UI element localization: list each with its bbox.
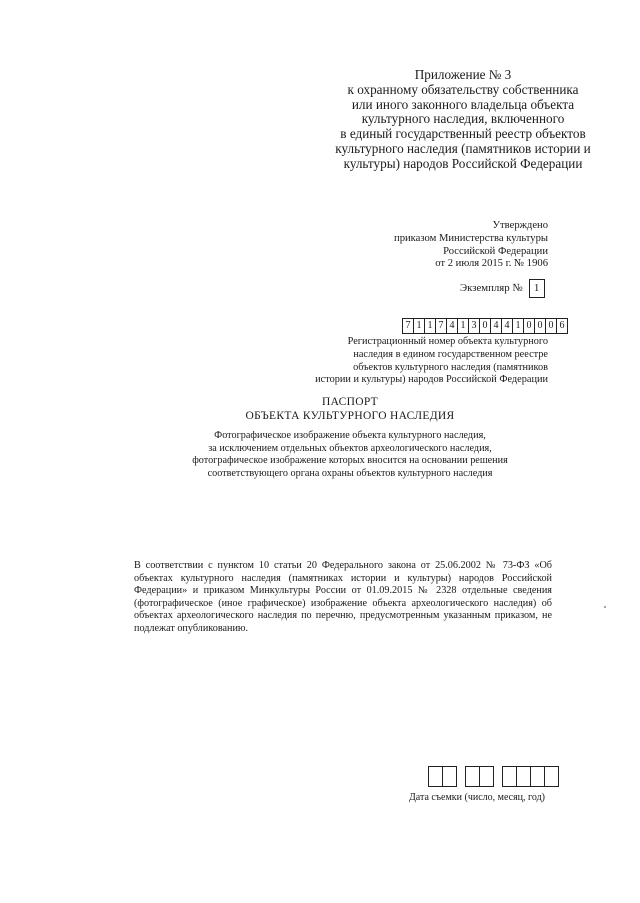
approval-line: приказом Министерства культуры bbox=[394, 232, 548, 244]
photo-caption-line: за исключением отдельных объектов археологического наследия, bbox=[208, 442, 492, 454]
registration-digit-cell: 3 bbox=[468, 318, 480, 334]
date-cell bbox=[530, 766, 545, 787]
date-cell bbox=[479, 766, 494, 787]
registration-digit-cell: 7 bbox=[435, 318, 447, 334]
appendix-header bbox=[318, 68, 608, 172]
registration-digit-cell: 0 bbox=[479, 318, 491, 334]
shoot-date-boxes bbox=[428, 766, 558, 787]
photo-caption bbox=[160, 430, 540, 480]
registration-digit-cell: 6 bbox=[556, 318, 568, 334]
registration-number-boxes bbox=[402, 318, 567, 333]
title-line-1: ПАСПОРТ bbox=[322, 396, 378, 408]
registration-digit-cell: 1 bbox=[413, 318, 425, 334]
appendix-line: Приложение № 3 bbox=[414, 67, 512, 82]
date-year-group bbox=[502, 766, 558, 787]
registration-caption bbox=[315, 336, 548, 387]
registration-digit-cell: 0 bbox=[534, 318, 546, 334]
approval-line: Российской Федерации bbox=[443, 245, 548, 257]
photo-caption-line: Фотографическое изображение объекта культурного наследия, bbox=[214, 430, 486, 441]
registration-digit-cell: 1 bbox=[457, 318, 469, 334]
date-cell bbox=[502, 766, 517, 787]
registration-caption-line: истории и культуры) народов Российской Федерации bbox=[315, 374, 548, 386]
approval-block bbox=[394, 220, 548, 271]
registration-digit-cell: 4 bbox=[501, 318, 513, 334]
approval-line: Утверждено bbox=[492, 220, 548, 231]
date-cell bbox=[465, 766, 480, 787]
publication-notice: В соответствии с пунктом 10 статьи 20 Федерального закона от 25.06.2002 № 73-ФЗ «Об объектах культурного наследия (памятниках истории и культуры) народов Российской Федерации» и приказом Минкультуры России от 01.09.2015 № 2328 отдельные сведения (фотографическое (иное графическое) изображение объекта археологического наследия) об объектах археологического наследия по перечню, предусмотренным указанным приказом, не подлежат опубликованию. bbox=[134, 560, 552, 634]
copy-label: Экземпляр № bbox=[460, 282, 523, 294]
registration-digit-cell: 1 bbox=[512, 318, 524, 334]
document-title bbox=[230, 396, 470, 423]
title-line-2: ОБЪЕКТА КУЛЬТУРНОГО НАСЛЕДИЯ bbox=[245, 409, 455, 422]
appendix-line: культуры) народов Российской Федерации bbox=[343, 155, 583, 171]
registration-digit-cell: 0 bbox=[545, 318, 557, 334]
registration-caption-line: наследия в едином государственном реестре bbox=[353, 348, 548, 360]
registration-digit-cell: 4 bbox=[446, 318, 458, 334]
appendix-line: культурного наследия, включенного bbox=[361, 111, 565, 127]
date-month-group bbox=[465, 766, 493, 787]
scan-speck bbox=[604, 606, 606, 608]
date-day-group bbox=[428, 766, 456, 787]
registration-digit-cell: 0 bbox=[523, 318, 535, 334]
photo-caption-line: фотографическое изображение которых вносится на основании решения bbox=[192, 455, 508, 466]
shoot-date-caption: Дата съемки (число, месяц, год) bbox=[408, 792, 546, 803]
appendix-line: культурного наследия (памятников истории и bbox=[335, 140, 591, 156]
photo-caption-line: соответствующего органа охраны объектов культурного наследия bbox=[207, 467, 493, 479]
date-cell bbox=[442, 766, 457, 787]
appendix-line: в единый государственный реестр объектов bbox=[340, 126, 586, 142]
date-cell bbox=[516, 766, 531, 787]
registration-digit-cell: 4 bbox=[490, 318, 502, 334]
registration-caption-line: объектов культурного наследия (памятников bbox=[353, 361, 548, 373]
approval-line: от 2 июля 2015 г. № 1906 bbox=[435, 258, 548, 270]
appendix-line: или иного законного владельца объекта bbox=[351, 96, 575, 112]
date-cell bbox=[428, 766, 443, 787]
registration-digit-cell: 1 bbox=[424, 318, 436, 334]
date-cell bbox=[544, 766, 559, 787]
copy-number-box: 1 bbox=[529, 279, 545, 298]
registration-caption-line: Регистрационный номер объекта культурного bbox=[347, 336, 548, 347]
copy-number-row bbox=[460, 278, 545, 298]
registration-digit-cell: 7 bbox=[402, 318, 414, 334]
appendix-line: к охранному обязательству собственника bbox=[347, 81, 579, 97]
